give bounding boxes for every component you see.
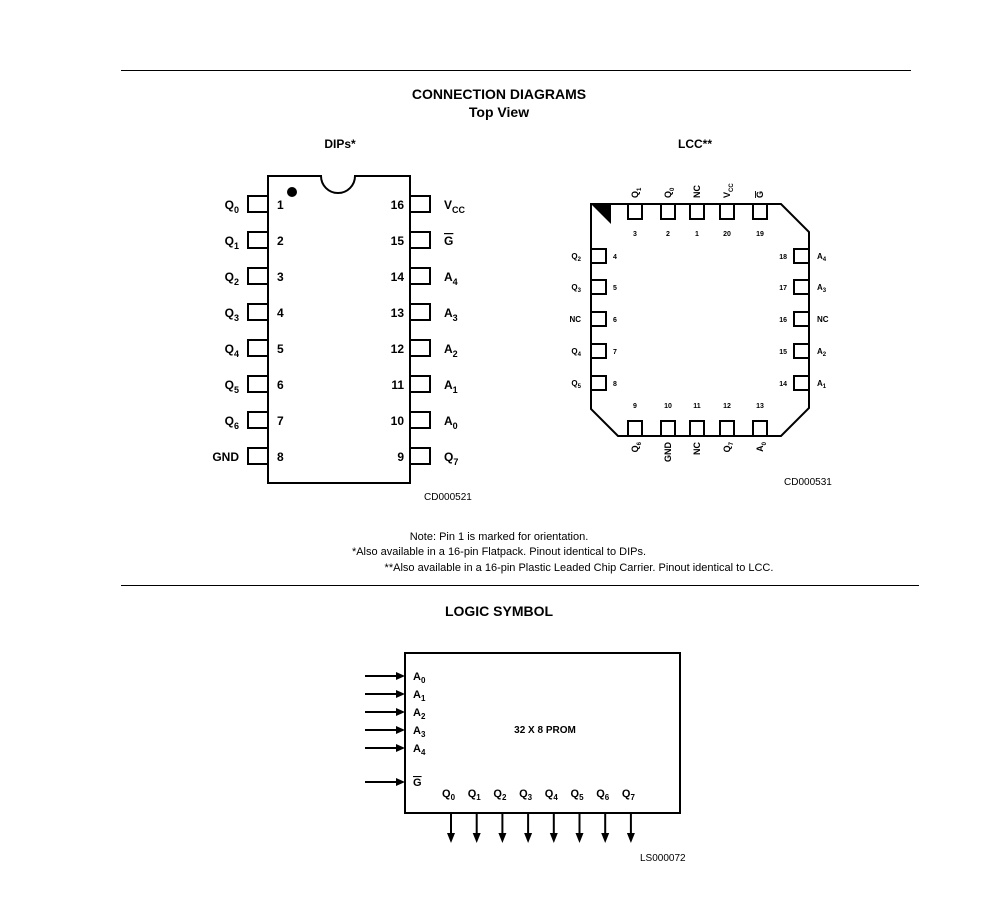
lcc-pin-label: $A_1$ [817,379,827,390]
logic-symbol-title: LOGIC SYMBOL [444,603,554,619]
dip-pin-label: $Q_1$ [224,234,239,251]
dip-pin-number: 9 [397,450,404,464]
lcc-pin-number: 11 [693,403,701,410]
enable-label: G [413,777,422,789]
note-flatpack: *Also available in a 16-pin Flatpack. Pinout identical to DIPs. [351,546,647,558]
dip-package-diagram [195,170,495,490]
dip-pin-number: 7 [277,414,284,428]
dip-pin-number: 5 [277,342,284,356]
dip-pin-number: 14 [390,270,404,284]
output-label: $Q_1$ [467,788,481,802]
dip-pin-number: 1 [277,198,284,212]
output-label: $Q_6$ [596,788,610,802]
dip-pin-left [248,412,268,428]
dip-diagram-code: CD000521 [424,492,472,503]
lcc-pin-number: 1 [695,231,699,238]
dip-pin-number: 13 [390,306,404,320]
lcc-label: LCC** [677,137,712,151]
dip-pin-label: $A_4$ [444,270,458,287]
dip-pin-label: $Q_0$ [224,198,239,215]
lcc-pin-label: $Q_7$ [722,442,735,453]
dip-pin-number: 2 [277,234,284,248]
dip-label: DIPs* [324,137,356,151]
lcc-pin-number: 9 [633,403,637,410]
prom-block-label: 32 X 8 PROM [514,725,576,736]
lcc-pin-number: 10 [664,403,672,410]
lcc-pin-number: 19 [756,231,764,238]
lcc-pin-label: $Q_4$ [571,347,581,358]
input-label: $A_3$ [413,725,426,739]
dip-body [268,176,410,483]
logic-symbol-diagram [355,645,715,845]
input-arrowhead [396,726,405,734]
lcc-pin-number: 20 [723,231,731,238]
dip-pin-label: GND [212,450,239,464]
output-arrowhead [447,833,455,843]
dip-pin-label: $A_2$ [444,342,458,359]
dip-pin-left [248,304,268,320]
lcc-pin-label: GND [663,442,673,462]
lcc-pin-number: 14 [779,381,787,388]
lcc-pin-label: $A_0$ [755,442,768,452]
lcc-pin-number: 17 [779,285,787,292]
dip-pin-number: 4 [277,306,284,320]
dip-pin-left [248,376,268,392]
output-arrowhead [473,833,481,843]
dip-pin-number: 6 [277,378,284,392]
dip-pin-left [248,448,268,464]
dip-pin-number: 8 [277,450,284,464]
lcc-pin-label: $Q_6$ [630,442,643,453]
dip-pin-label: $Q_2$ [224,270,239,287]
lcc-pin-label: $A_3$ [817,283,827,294]
dip-pin-left [248,268,268,284]
lcc-pin-number: 4 [613,254,617,261]
lcc-pin-label: $A_2$ [817,347,827,358]
input-arrowhead [396,744,405,752]
output-arrowhead [550,833,558,843]
dip-pin-left [248,196,268,212]
dip-pin-number: 11 [391,378,404,392]
dip-pin-number: 15 [390,234,404,248]
dip-pin-right [410,340,430,356]
input-arrowhead [396,690,405,698]
dip-pin-label: $A_0$ [444,414,458,431]
dip-pin-right [410,232,430,248]
connection-title: CONNECTION DIAGRAMS [411,86,587,102]
output-label: $Q_0$ [442,788,456,802]
lcc-pin-label: $Q_5$ [571,379,581,390]
dip-pin-label: $Q_5$ [224,378,239,395]
logic-symbol-code: LS000072 [640,853,686,864]
lcc-pin-label: NC [692,442,702,455]
dip-pin-left [248,340,268,356]
middle-divider [121,585,919,586]
dip-pin-right [410,376,430,392]
dip-pin-label: $Q_3$ [224,306,239,323]
input-label: $A_0$ [413,671,426,685]
output-label: $Q_7$ [621,788,635,802]
lcc-pin-label: $Q_2$ [571,252,581,263]
dip-pin-right [410,412,430,428]
lcc-pin-label: $V_{CC}$ [722,183,735,198]
dip-pin-label: $A_1$ [444,378,458,395]
output-label: $Q_3$ [519,788,533,802]
lcc-pin-number: 13 [756,403,764,410]
output-arrowhead [524,833,532,843]
output-label: $Q_4$ [544,788,558,802]
dip-pin-label: $V_{CC}$ [444,198,466,215]
output-arrowhead [627,833,635,843]
lcc-pin-label: $Q_1$ [630,187,643,198]
lcc-pin-label: NC [692,185,702,198]
lcc-pin-number: 8 [613,381,617,388]
dip-pin-right [410,448,430,464]
output-arrowhead [498,833,506,843]
output-label: $Q_5$ [570,788,584,802]
dip-pin-label: $Q_7$ [444,450,459,467]
input-label: $A_4$ [413,743,426,757]
lcc-pin-number: 7 [613,349,617,356]
enable-arrowhead [396,778,405,786]
lcc-pin-number: 12 [723,403,731,410]
lcc-pin-number: 2 [666,231,670,238]
connection-subtitle: Top View [468,104,530,120]
lcc-pin-number: 16 [779,317,787,324]
lcc-pin-number: 5 [613,285,617,292]
lcc-pin-label: $Q_0$ [663,187,676,198]
input-label: $A_2$ [413,707,426,721]
lcc-pin-number: 18 [779,254,787,261]
pin1-orientation-dot [287,187,297,197]
lcc-pin-number: 3 [633,231,637,238]
lcc-pin-label: G [755,190,765,198]
dip-pin-number: 12 [390,342,404,356]
dip-pin-label: G [444,234,454,248]
lcc-pin-number: 6 [613,317,617,324]
dip-pin-label: $Q_6$ [224,414,239,431]
dip-pin-number: 16 [390,198,404,212]
output-label: $Q_2$ [493,788,507,802]
lcc-pin-label: $Q_3$ [571,283,581,294]
lcc-body [591,204,809,436]
output-arrowhead [576,833,584,843]
lcc-pin-number: 15 [779,349,787,356]
lcc-pin-label: NC [569,315,581,324]
dip-pin-right [410,196,430,212]
lcc-pin-label: NC [817,315,829,324]
input-arrowhead [396,708,405,716]
output-arrowhead [601,833,609,843]
dip-pin-number: 10 [390,414,404,428]
dip-pin-right [410,304,430,320]
dip-pin-left [248,232,268,248]
dip-pin-label: $A_3$ [444,306,458,323]
dip-pin-label: $Q_4$ [224,342,239,359]
input-arrowhead [396,672,405,680]
top-divider [121,70,911,71]
lcc-pin-label: $A_4$ [817,252,827,263]
dip-pin-right [410,268,430,284]
note-plcc: **Also available in a 16-pin Plastic Leaded Chip Carrier. Pinout identical to LCC. [384,562,774,574]
input-label: $A_1$ [413,689,426,703]
note-pin1: Note: Pin 1 is marked for orientation. [409,531,589,543]
lcc-diagram-code: CD000531 [784,477,832,488]
lcc-package-diagram [555,170,845,470]
dip-pin-number: 3 [277,270,284,284]
